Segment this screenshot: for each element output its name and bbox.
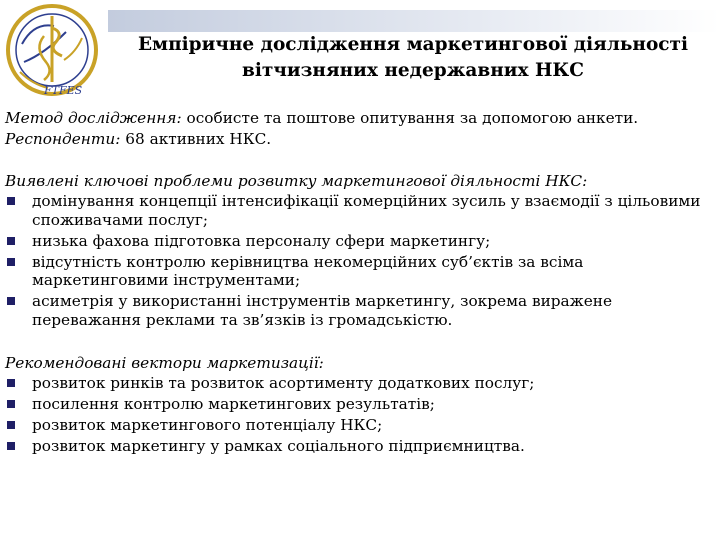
square-bullet-icon: [7, 258, 15, 266]
square-bullet-icon: [7, 379, 15, 387]
list-item: розвиток маркетингу у рамках соціального підприємництва.: [5, 437, 710, 456]
list-item: розвиток маркетингового потенціалу НКС;: [5, 416, 710, 435]
page-title: [118, 32, 708, 84]
respondents-line: [5, 129, 710, 150]
method-text: особисте та поштове опитування за допомогою анкети.: [181, 109, 639, 127]
square-bullet-icon: [7, 400, 15, 408]
title-line-1: Емпіричне дослідження маркетингової діяльності: [137, 34, 689, 55]
list-item: низька фахова підготовка персоналу сфери маркетингу;: [5, 232, 710, 251]
list-item: домінування концепції інтенсифікації комерційних зусиль у взаємодії з цільовими споживачами послуг;: [5, 192, 710, 229]
square-bullet-icon: [7, 297, 15, 305]
square-bullet-icon: [7, 237, 15, 245]
title-line-2: вітчизняних недержавних НКС: [242, 60, 584, 81]
slide-content: [5, 108, 710, 458]
square-bullet-icon: [7, 421, 15, 429]
logo-caption: FTFES: [44, 84, 83, 97]
university-emblem-logo: [4, 2, 104, 102]
list-item: відсутність контролю керівництва некомерційних суб’єктів за всіма маркетинговими інструментами;: [5, 253, 710, 290]
square-bullet-icon: [7, 197, 15, 205]
recommendations-list: [5, 374, 710, 456]
header-decor-bar: [108, 10, 720, 32]
respondents-text: 68 активних НКС.: [120, 130, 272, 148]
list-item: посилення контролю маркетингових результатів;: [5, 395, 710, 414]
list-item: розвиток ринків та розвиток асортименту додаткових послуг;: [5, 374, 710, 393]
list-item: асиметрія у використанні інструментів маркетингу, зокрема виражене переважання реклами та зв’язків із громадськістю.: [5, 292, 710, 329]
problems-title: Виявлені ключові проблеми розвитку маркетингової діяльності НКС:: [5, 172, 588, 190]
recommendations-title: Рекомендовані вектори маркетизації:: [5, 353, 324, 372]
problems-list: [5, 192, 710, 329]
square-bullet-icon: [7, 442, 15, 450]
respondents-label: Респонденти:: [5, 130, 121, 148]
method-label: Метод дослідження:: [5, 109, 182, 127]
method-line: [5, 108, 710, 129]
